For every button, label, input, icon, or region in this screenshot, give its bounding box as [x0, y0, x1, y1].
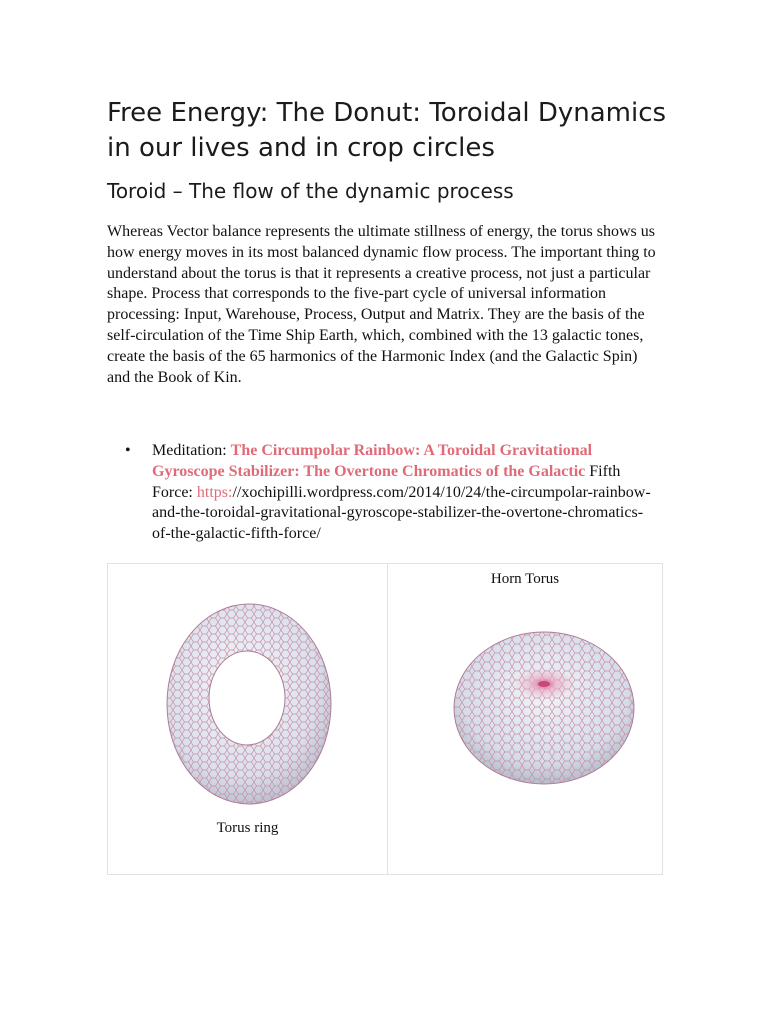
url-scheme-link[interactable]: https: [196, 483, 233, 501]
list-item-text [152, 441, 652, 545]
section-heading: Toroid – The flow of the dynamic process [107, 179, 514, 203]
page-title: Free Energy: The Donut: Toroidal Dynamics in our lives and in crop circles [107, 98, 667, 163]
figure-caption-torus-ring: Torus ring [216, 820, 279, 836]
body-paragraph: Whereas Vector balance represents the ultimate stillness of energy, the torus shows us how energy moves in its most balanced dynamic flow process. The important thing to understand about the torus is that it represents a creative process, not just a particular shape. Process that corresponds to the five-part cycle of universal information processing: Input, Warehouse, Process, Output and Matrix. They are the basis of the self-circulation of the Time Ship Earth, which, combined with the 13 galactic tones, create the basis of the 65 harmonics of the Harmonic Index (and the Galactic Spin) and the Book of Kin. [107, 223, 656, 386]
figure-table [107, 563, 663, 875]
url-text: //xochipilli.wordpress.com/2014/10/24/the-circumpolar-rainbow-and-the-toroidal-gravitational-gyroscope-stabilizer-the-overtone-chromatics-of-the-galactic-fifth-force/ [152, 483, 651, 543]
fifth-force-label: Fifth Force: [152, 462, 621, 501]
meditation-label: Meditation: [152, 442, 231, 459]
figure-cell-horn-torus [388, 564, 663, 875]
bullet-marker: • [125, 442, 131, 459]
torus-ring-image [164, 602, 334, 807]
horn-torus-image [452, 626, 636, 786]
figure-caption-horn-torus: Horn Torus [490, 571, 560, 587]
figure-cell-torus-ring [108, 564, 388, 875]
article-link[interactable]: The Circumpolar Rainbow: A Toroidal Gravitational Gyroscope Stabilizer: The Overtone Chromatics of the Galactic [152, 442, 593, 480]
